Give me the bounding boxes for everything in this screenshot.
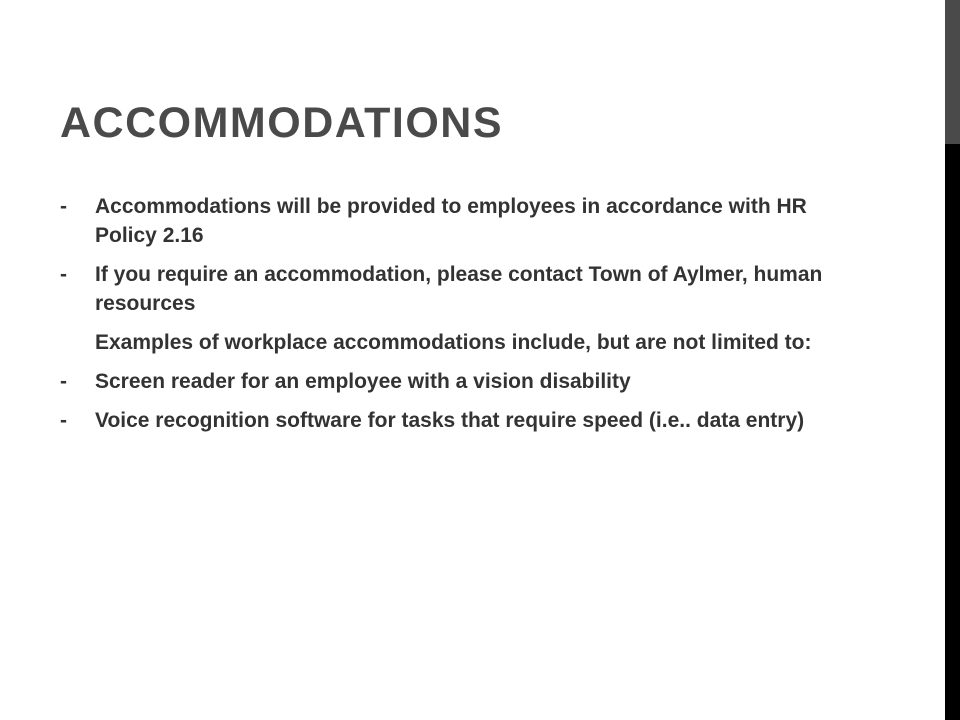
list-item bbox=[60, 260, 860, 318]
bullet-list bbox=[60, 192, 860, 445]
list-item-text: Examples of workplace accommodations include, but are not limited to: bbox=[95, 331, 812, 354]
list-item bbox=[60, 406, 860, 435]
list-item-text: Accommodations will be provided to employees in accordance with HR Policy 2.16 bbox=[95, 195, 807, 247]
dash-bullet: - bbox=[60, 195, 67, 218]
list-item-text: Screen reader for an employee with a vision disability bbox=[95, 370, 631, 393]
dash-bullet: - bbox=[60, 409, 67, 432]
dash-bullet: - bbox=[60, 370, 67, 393]
list-item-text: If you require an accommodation, please contact Town of Aylmer, human resources bbox=[95, 263, 823, 315]
dash-bullet: - bbox=[60, 263, 67, 286]
list-item bbox=[60, 192, 860, 250]
right-edge-bar-accent bbox=[945, 0, 960, 144]
empty-bullet bbox=[60, 328, 95, 357]
slide-title: ACCOMMODATIONS bbox=[60, 99, 504, 147]
list-item bbox=[60, 367, 860, 396]
list-item bbox=[60, 328, 860, 357]
list-item-text: Voice recognition software for tasks that require speed (i.e.. data entry) bbox=[95, 409, 805, 432]
